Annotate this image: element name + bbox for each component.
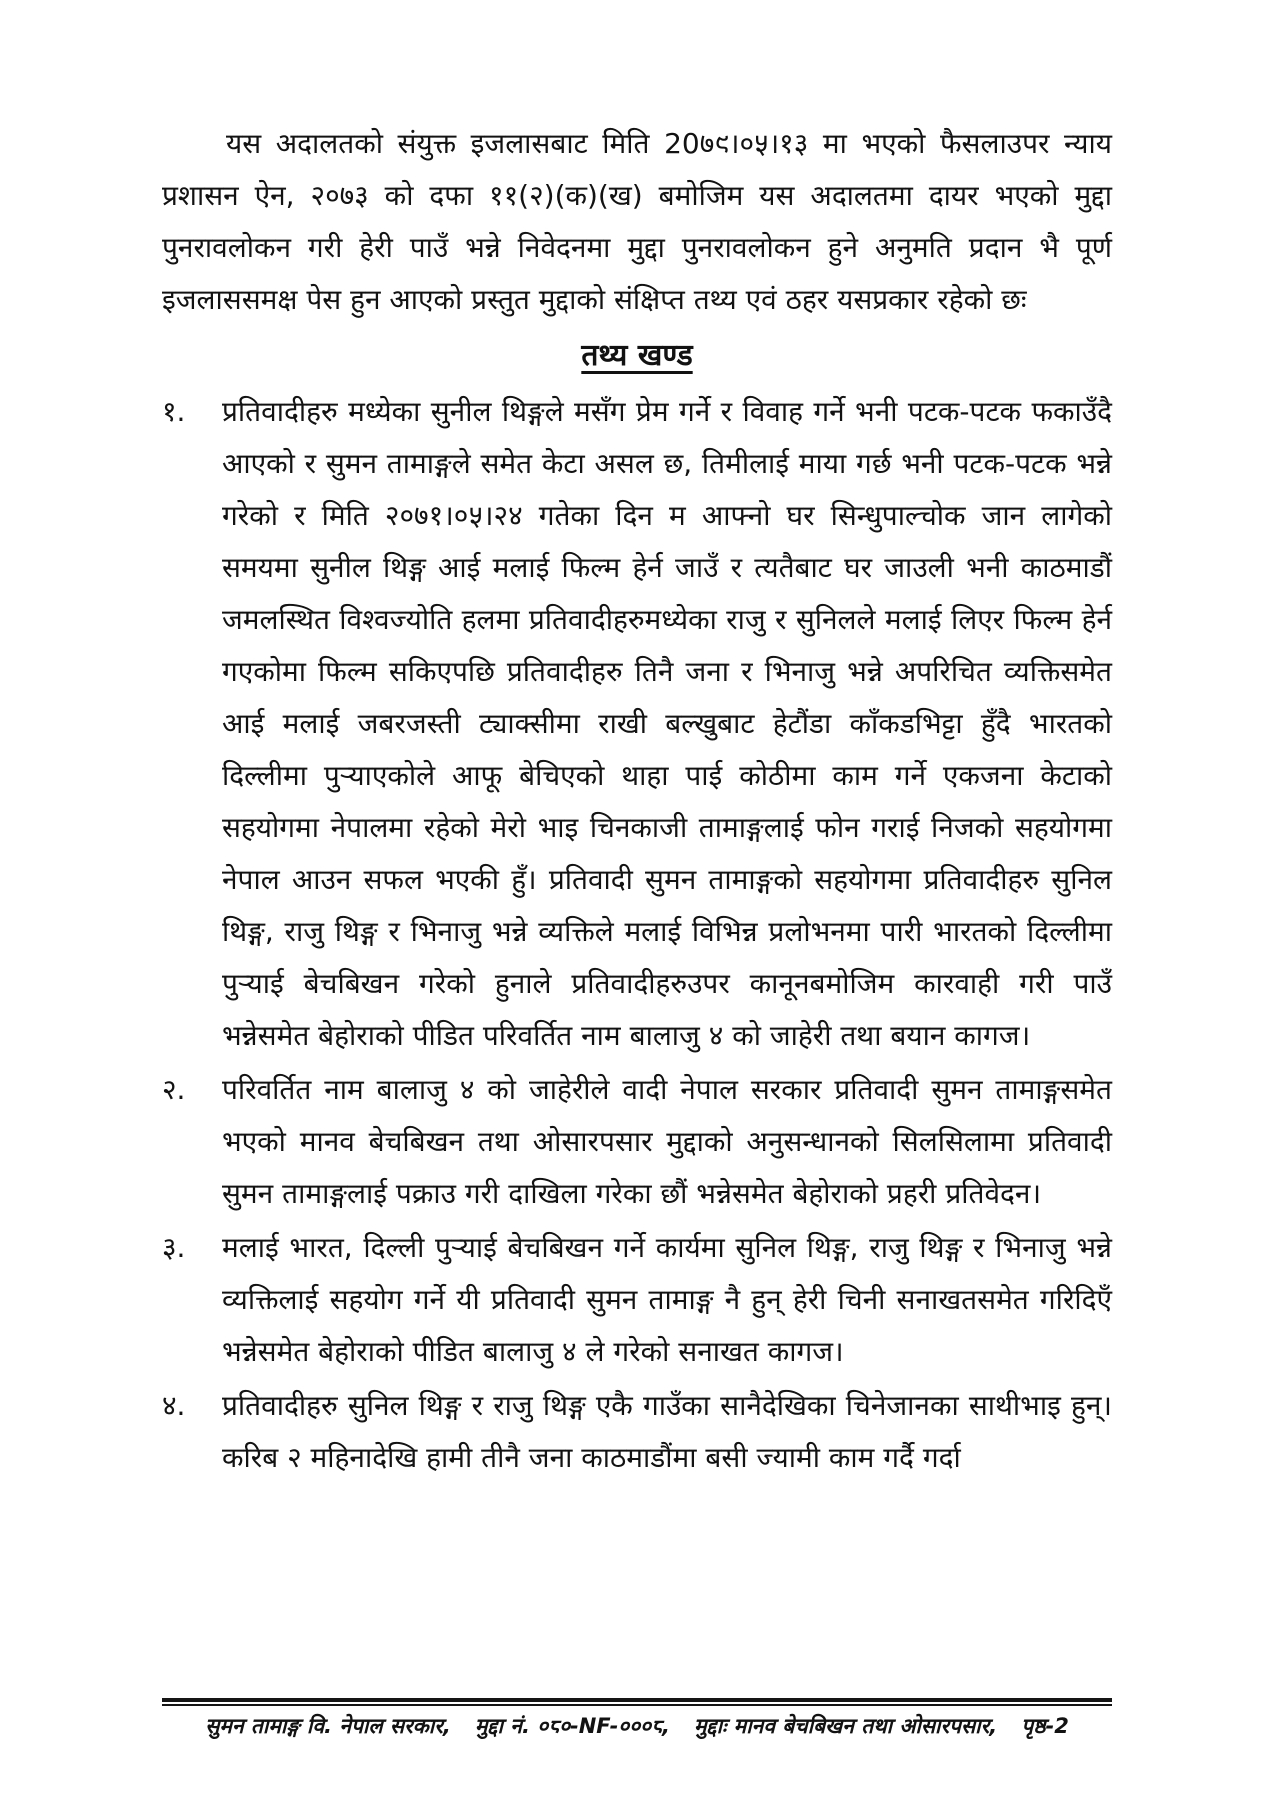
intro-paragraph: यस अदालतको संयुक्त इजलासबाट मिति 20७९।०५।१३ मा भएको फैसलाउपर न्याय प्रशासन ऐन, २०७३ को दफा ११(२)(क)(ख) बमोजिम यस अदालतमा दायर भएको मुद्दा पुनरावलोकन गरी हेरी पाउँ भन्ने निवेदनमा मुद्दा पुनरावलोकन हुने अनुमति प्रदान भै पूर्ण इजलाससमक्ष पेस हुन आएको प्रस्तुत मुद्दाको संक्षिप्त तथ्य एवं ठहर यसप्रकार रहेको छः	[162, 127, 1113, 316]
fact-item-number: ३.	[162, 1231, 186, 1264]
fact-item-number: १.	[162, 395, 186, 428]
facts-section-heading-text: तथ्य खण्ड	[581, 338, 693, 373]
fact-item-1	[162, 386, 1112, 1062]
fact-item-number: २.	[162, 1073, 186, 1106]
footer-party-names: सुमन तामाङ्ग वि. नेपाल सरकार,	[205, 1714, 451, 1738]
fact-item-2	[162, 1064, 1112, 1220]
footer-case-type: मुद्दाः मानव बेचबिखन तथा ओसारपसार,	[693, 1714, 998, 1738]
footer-case-info	[162, 1712, 1112, 1740]
fact-item-number: ४.	[162, 1389, 186, 1422]
fact-item-text: मलाई भारत, दिल्ली पुऱ्याई बेचबिखन गर्ने कार्यमा सुनिल थिङ्ग, राजु थिङ्ग र भिनाजु भन्ने व्यक्तिलाई सहयोग गर्ने यी प्रतिवादी सुमन तामाङ्ग नै हुन् हेरी चिनी सनाखतसमेत गरिदिएँ भन्नेसमेत बेहोराको पीडित बालाजु ४ ले गरेको सनाखत कागज।	[222, 1231, 1112, 1368]
facts-section-heading	[162, 330, 1112, 382]
fact-item-text: परिवर्तित नाम बालाजु ४ को जाहेरीले वादी नेपाल सरकार प्रतिवादी सुमन तामाङ्गसमेत भएको मानव बेचबिखन तथा ओसारपसार मुद्दाको अनुसन्धानको सिलसिलामा प्रतिवादी सुमन तामाङ्गलाई पक्राउ गरी दाखिला गरेका छौं भन्नेसमेत बेहोराको प्रहरी प्रतिवेदन।	[222, 1073, 1112, 1210]
fact-item-4	[162, 1380, 1112, 1484]
footer-divider-rule	[162, 1698, 1112, 1706]
footer-page-number: पृष्ठ-2	[1021, 1714, 1069, 1738]
page-footer	[162, 1698, 1112, 1740]
footer-case-number: मुद्दा नं. ०८०-NF-०००८,	[474, 1714, 670, 1738]
fact-item-text: प्रतिवादीहरु मध्येका सुनील थिङ्गले मसँग प्रेम गर्ने र विवाह गर्ने भनी पटक-पटक फकाउँदै आएको र सुमन तामाङ्गले समेत केटा असल छ, तिमीलाई माया गर्छ भनी पटक-पटक भन्ने गरेको र मिति २०७१।०५।२४ गतेका दिन म आफ्नो घर सिन्धुपाल्चोक जान लागेको समयमा सुनील थिङ्ग आई मलाई फिल्म हेर्न जाउँ र त्यतैबाट घर जाउली भनी काठमाडौं जमलस्थित विश्वज्योति हलमा प्रतिवादीहरुमध्येका राजु र सुनिलले मलाई लिएर फिल्म हेर्न गएकोमा फिल्म सकिएपछि प्रतिवादीहरु तिनै जना र भिनाजु भन्ने अपरिचित व्यक्तिसमेत आई मलाई जबरजस्ती ट्याक्सीमा राखी बल्खुबाट हेटौंडा काँकडभिट्टा हुँदै भारतको दिल्लीमा पुऱ्याएकोले आफू बेचिएको थाहा पाई कोठीमा काम गर्ने एकजना केटाको सहयोगमा नेपालमा रहेको मेरो भाइ चिनकाजी तामाङ्गलाई फोन गराई निजको सहयोगमा नेपाल आउन सफल भएकी हुँ। प्रतिवादी सुमन तामाङ्गको सहयोगमा प्रतिवादीहरु सुनिल थिङ्ग, राजु थिङ्ग र भिनाजु भन्ने व्यक्तिले मलाई विभिन्न प्रलोभनमा पारी भारतको दिल्लीमा पुऱ्याई बेचबिखन गरेको हुनाले प्रतिवादीहरुउपर कानूनबमोजिम कारवाही गरी पाउँ भन्नेसमेत बेहोराको पीडित परिवर्तित नाम बालाजु ४ को जाहेरी तथा बयान कागज।	[222, 395, 1112, 1052]
document-body	[162, 118, 1112, 1486]
fact-item-3	[162, 1222, 1112, 1378]
fact-item-text: प्रतिवादीहरु सुनिल थिङ्ग र राजु थिङ्ग एकै गाउँका सानैदेखिका चिनेजानका साथीभाइ हुन्। करिब २ महिनादेखि हामी तीनै जना काठमाडौंमा बसी ज्यामी काम गर्दै गर्दा	[222, 1389, 1112, 1474]
